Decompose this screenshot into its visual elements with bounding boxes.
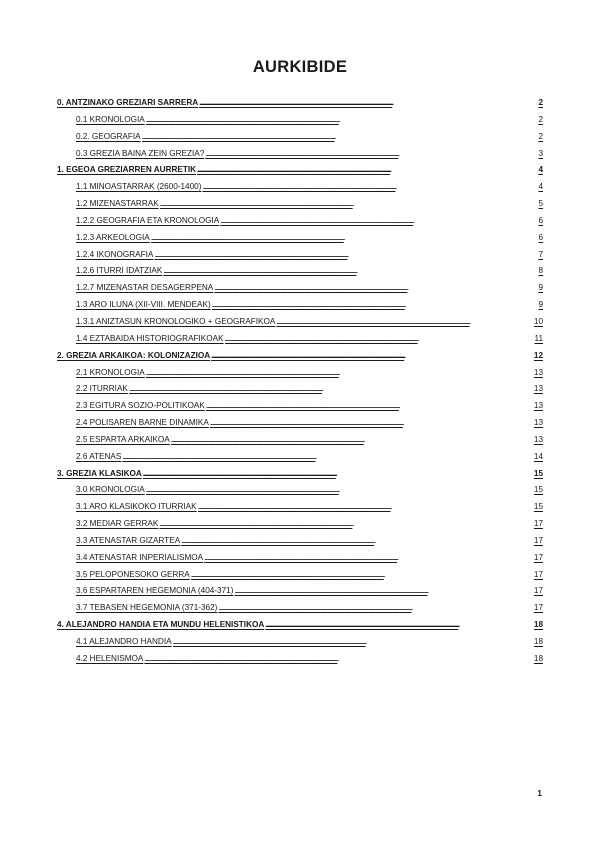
toc-entry-label: 2.4 POLISAREN BARNE DINAMIKA bbox=[76, 418, 209, 428]
toc-section-link[interactable] bbox=[57, 381, 543, 398]
toc-entry-label: 2.2 ITURRIAK bbox=[76, 384, 128, 394]
toc-entry-page: 17 bbox=[533, 552, 543, 562]
dot-leader bbox=[220, 213, 537, 230]
toc-entry-label: 1.2.4 IKONOGRAFIA bbox=[76, 249, 154, 259]
dot-leader bbox=[122, 449, 533, 466]
toc-section-link[interactable] bbox=[57, 583, 543, 600]
toc-entry-page: 9 bbox=[538, 283, 543, 293]
dot-leader bbox=[198, 499, 533, 516]
toc-entry-page: 5 bbox=[538, 199, 543, 209]
dot-leader bbox=[212, 297, 538, 314]
toc-entry-page: 13 bbox=[533, 434, 543, 444]
toc-entry-page: 6 bbox=[538, 215, 543, 225]
toc-entry-label: 4. ALEJANDRO HANDIA ETA MUNDU HELENISTIKOA bbox=[57, 620, 265, 630]
page-number: 1 bbox=[537, 788, 542, 798]
toc-chapter-link[interactable] bbox=[57, 348, 543, 365]
toc-section-link[interactable] bbox=[57, 314, 543, 331]
page-title: AURKIBIDE bbox=[252, 58, 348, 76]
toc-section-link[interactable] bbox=[57, 112, 543, 129]
toc-section-link[interactable] bbox=[57, 280, 543, 297]
dot-leader bbox=[218, 600, 533, 617]
toc-entry-label: 1. EGEOA GREZIARREN AURRETIK bbox=[57, 165, 197, 175]
toc-entry-label: 3.1 ARO KLASIKOKO ITURRIAK bbox=[76, 502, 197, 512]
toc-section-link[interactable] bbox=[57, 449, 543, 466]
toc-section-link[interactable] bbox=[57, 432, 543, 449]
toc-entry-label: 4.1 ALEJANDRO HANDIA bbox=[76, 637, 172, 646]
toc-entry-label: 0.2. GEOGRAFIA bbox=[76, 131, 141, 141]
dot-leader bbox=[143, 466, 533, 483]
toc-section-link[interactable] bbox=[57, 533, 543, 550]
toc-entry-label: 2. GREZIA ARKAIKOA: KOLONIZAZIOA bbox=[57, 350, 211, 360]
toc-entry-page: 17 bbox=[533, 535, 543, 545]
dot-leader bbox=[265, 617, 533, 634]
toc-section-link[interactable] bbox=[57, 365, 543, 382]
toc-entry-label: 2.5 ESPARTA ARKAIKOA bbox=[76, 434, 170, 444]
table-of-contents bbox=[57, 95, 543, 668]
dot-leader bbox=[146, 112, 538, 129]
toc-entry-label: 4.2 HELENISMOA bbox=[76, 653, 144, 663]
toc-section-link[interactable] bbox=[57, 482, 543, 499]
toc-chapter-link[interactable] bbox=[57, 95, 543, 112]
toc-chapter-link[interactable] bbox=[57, 617, 543, 634]
toc-entry-label: 0. ANTZINAKO GREZIARI SARRERA bbox=[57, 98, 199, 107]
toc-entry-label: 3.5 PELOPONESOKO GERRA bbox=[76, 569, 190, 579]
toc-entry-page: 4 bbox=[538, 182, 543, 192]
toc-entry-page: 4 bbox=[538, 165, 543, 175]
dot-leader bbox=[234, 583, 532, 600]
toc-entry-label: 1.2.6 ITURRI IDATZIAK bbox=[76, 266, 163, 276]
toc-entry-label: 0.3 GREZIA BAINA ZEIN GREZIA? bbox=[76, 148, 205, 158]
dot-leader bbox=[214, 280, 537, 297]
toc-entry-label: 3.4 ATENASTAR INPERIALISMOA bbox=[76, 552, 204, 562]
dot-leader bbox=[181, 533, 533, 550]
toc-entry-page: 17 bbox=[533, 519, 543, 529]
dot-leader bbox=[225, 331, 534, 348]
dot-leader bbox=[171, 432, 533, 449]
toc-entry-label: 2.6 ATENAS bbox=[76, 451, 122, 461]
toc-section-link[interactable] bbox=[57, 415, 543, 432]
toc-entry-label: 1.2.3 ARKEOLOGIA bbox=[76, 232, 150, 242]
toc-entry-label: 3.2 MEDIAR GERRAK bbox=[76, 519, 159, 529]
toc-entry-page: 13 bbox=[533, 418, 543, 428]
dot-leader bbox=[160, 196, 538, 213]
toc-entry-label: 3.6 ESPARTAREN HEGEMONIA (404-371) bbox=[76, 586, 234, 596]
toc-section-link[interactable] bbox=[57, 550, 543, 567]
toc-section-link[interactable] bbox=[57, 213, 543, 230]
toc-entry-page: 13 bbox=[533, 367, 543, 377]
dot-leader bbox=[154, 247, 537, 264]
toc-entry-label: 1.2.7 MIZENASTAR DESAGERPENA bbox=[76, 283, 214, 293]
toc-section-link[interactable] bbox=[57, 651, 543, 668]
dot-leader bbox=[146, 365, 533, 382]
toc-entry-page: 15 bbox=[533, 502, 543, 512]
toc-section-link[interactable] bbox=[57, 179, 543, 196]
toc-section-link[interactable] bbox=[57, 297, 543, 314]
toc-entry-page: 18 bbox=[533, 653, 543, 663]
toc-entry-page: 17 bbox=[533, 569, 543, 579]
toc-entry-page: 18 bbox=[533, 637, 543, 646]
toc-entry-label: 1.2 MIZENASTARRAK bbox=[76, 199, 159, 209]
toc-entry-page: 6 bbox=[538, 232, 543, 242]
toc-section-link[interactable] bbox=[57, 398, 543, 415]
toc-entry-label: 1.3 ARO ILUNA (XII-VIII. MENDEAK) bbox=[76, 300, 211, 310]
dot-leader bbox=[197, 162, 537, 179]
toc-section-link[interactable] bbox=[57, 567, 543, 584]
dot-leader bbox=[205, 146, 537, 163]
toc-entry-page: 12 bbox=[533, 350, 543, 360]
toc-section-link[interactable] bbox=[57, 263, 543, 280]
toc-entry-label: 1.4 EZTABAIDA HISTORIOGRAFIKOAK bbox=[76, 333, 224, 343]
dot-leader bbox=[142, 129, 538, 146]
toc-section-link[interactable] bbox=[57, 247, 543, 264]
toc-section-link[interactable] bbox=[57, 499, 543, 516]
toc-entry-page: 17 bbox=[533, 603, 543, 613]
toc-chapter-link[interactable] bbox=[57, 466, 543, 483]
toc-entry-page: 17 bbox=[533, 586, 543, 596]
toc-entry-label: 3.0 KRONOLOGIA bbox=[76, 485, 145, 495]
toc-section-link[interactable] bbox=[57, 331, 543, 348]
toc-entry-label: 1.1 MINOASTARRAK (2600-1400) bbox=[76, 182, 202, 192]
toc-entry-page: 8 bbox=[538, 266, 543, 276]
toc-entry-page: 2 bbox=[538, 131, 543, 141]
toc-entry-label: 1.2.2 GEOGRAFIA ETA KRONOLOGIA bbox=[76, 215, 220, 225]
dot-leader bbox=[191, 567, 533, 584]
toc-section-link[interactable] bbox=[57, 146, 543, 163]
toc-entry-label: 0.1 KRONOLOGIA bbox=[76, 114, 145, 124]
toc-section-link[interactable] bbox=[57, 516, 543, 533]
toc-entry-page: 2 bbox=[538, 98, 543, 107]
toc-entry-page: 13 bbox=[533, 401, 543, 411]
dot-leader bbox=[173, 634, 533, 651]
toc-entry-label: 3.3 ATENASTAR GIZARTEA bbox=[76, 535, 181, 545]
dot-leader bbox=[276, 314, 533, 331]
toc-entry-page: 13 bbox=[533, 384, 543, 394]
toc-entry-page: 14 bbox=[533, 451, 543, 461]
dot-leader bbox=[146, 482, 533, 499]
toc-entry-label: 3. GREZIA KLASIKOA bbox=[57, 468, 142, 478]
dot-leader bbox=[151, 230, 538, 247]
dot-leader bbox=[211, 348, 533, 365]
toc-entry-page: 7 bbox=[538, 249, 543, 259]
dot-leader bbox=[129, 381, 533, 398]
toc-entry-page: 2 bbox=[538, 114, 543, 124]
dot-leader bbox=[159, 516, 533, 533]
toc-entry-label: 2.1 KRONOLOGIA bbox=[76, 367, 145, 377]
toc-entry-page: 11 bbox=[534, 333, 543, 343]
dot-leader bbox=[204, 550, 533, 567]
dot-leader bbox=[163, 263, 537, 280]
toc-entry-page: 15 bbox=[533, 485, 543, 495]
toc-entry-page: 3 bbox=[538, 148, 543, 158]
dot-leader bbox=[199, 95, 537, 112]
toc-section-link[interactable] bbox=[57, 129, 543, 146]
dot-leader bbox=[202, 179, 537, 196]
toc-entry-page: 9 bbox=[538, 300, 543, 310]
toc-entry-label: 2.3 EGITURA SOZIO-POLITIKOAK bbox=[76, 401, 205, 411]
toc-section-link[interactable] bbox=[57, 230, 543, 247]
toc-section-link[interactable] bbox=[57, 196, 543, 213]
toc-chapter-link[interactable] bbox=[57, 162, 543, 179]
dot-leader bbox=[206, 398, 533, 415]
toc-entry-page: 15 bbox=[533, 468, 543, 478]
dot-leader bbox=[144, 651, 533, 668]
dot-leader bbox=[210, 415, 533, 432]
toc-entry-label: 3.7 TEBASEN HEGEMONIA (371-362) bbox=[76, 603, 218, 613]
toc-entry-page: 18 bbox=[533, 620, 543, 630]
toc-entry-page: 10 bbox=[533, 316, 543, 326]
toc-section-link[interactable] bbox=[57, 634, 543, 651]
toc-entry-label: 1.3.1 ANIZTASUN KRONOLOGIKO + GEOGRAFIKOA bbox=[76, 316, 276, 326]
toc-section-link[interactable] bbox=[57, 600, 543, 617]
